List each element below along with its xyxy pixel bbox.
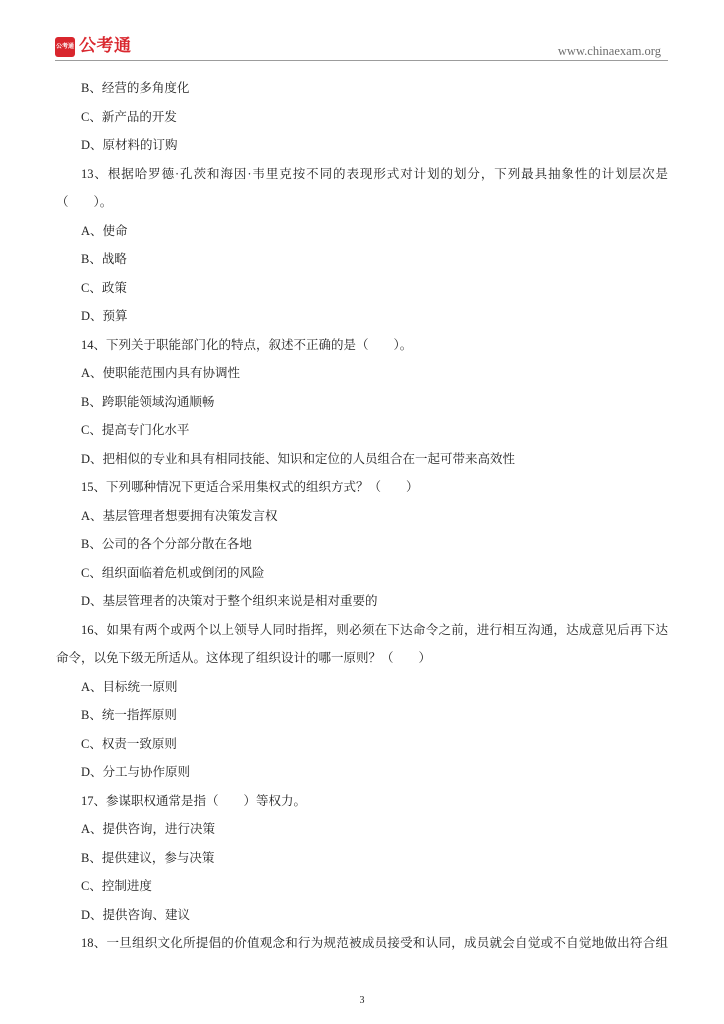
option-d: D、原材料的订购 xyxy=(81,138,178,152)
previous-question-options xyxy=(56,74,668,160)
question-16 xyxy=(56,616,668,787)
page-number: 3 xyxy=(359,995,365,1006)
option-c: C、控制进度 xyxy=(81,879,152,893)
question-list xyxy=(56,74,668,958)
option-b: B、统一指挥原则 xyxy=(81,708,177,722)
option-c: C、新产品的开发 xyxy=(81,109,177,124)
header-divider xyxy=(55,60,668,61)
site-url: www.chinaexam.org xyxy=(557,44,661,58)
option-a: A、目标统一原则 xyxy=(81,679,178,694)
option-b: B、经营的多角度化 xyxy=(81,81,190,95)
question-stem: 15、下列哪种情况下更适合采用集权式的组织方式？（ ） xyxy=(81,480,419,494)
option-c: C、提高专门化水平 xyxy=(81,423,190,437)
option-b: B、跨职能领域沟通顺畅 xyxy=(81,394,215,409)
option-d: D、把相似的专业和具有相同技能、知识和定位的人员组合在一起可带来高效性 xyxy=(81,451,516,466)
question-13 xyxy=(56,160,668,331)
question-14 xyxy=(56,331,668,474)
option-b: B、公司的各个分部分散在各地 xyxy=(81,537,252,551)
option-a: A、使职能范围内具有协调性 xyxy=(81,366,241,380)
option-d: D、提供咨询、建议 xyxy=(81,907,191,922)
question-stem: 18、一旦组织文化所提倡的价值观念和行为规范被成员接受和认同，成员就会自觉或不自觉地做出符合组 xyxy=(81,936,668,950)
question-stem: 14、下列关于职能部门化的特点，叙述不正确的是（ ）。 xyxy=(81,337,413,352)
option-b: B、提供建议，参与决策 xyxy=(81,850,215,865)
option-c: C、政策 xyxy=(81,280,127,295)
question-stem: 17、参谋职权通常是指（ ）等权力。 xyxy=(81,793,307,808)
question-stem: 13、根据哈罗德·孔茨和海因·韦里克按不同的表现形式对计划的划分，下列最具抽象性的计划层次是 xyxy=(81,166,668,181)
option-d: D、基层管理者的决策对于整个组织来说是相对重要的 xyxy=(81,594,378,608)
logo-icon xyxy=(55,37,75,57)
question-15 xyxy=(56,473,668,616)
option-c: C、权责一致原则 xyxy=(81,736,177,751)
option-d: D、预算 xyxy=(81,309,128,323)
question-stem: 16、如果有两个或两个以上领导人同时指挥，则必须在下达命令之前，进行相互沟通，达成意见后再下达 xyxy=(81,622,668,637)
question-stem-continuation: （ ）。 xyxy=(56,195,113,209)
question-17 xyxy=(56,787,668,930)
option-c: C、组织面临着危机或倒闭的风险 xyxy=(81,565,265,580)
question-18 xyxy=(56,929,668,958)
logo-icon-text: 公考通 xyxy=(55,43,74,50)
option-d: D、分工与协作原则 xyxy=(81,765,191,779)
option-a: A、提供咨询，进行决策 xyxy=(81,822,216,836)
question-stem-continuation: 命令，以免下级无所适从。这体现了组织设计的哪一原则？（ ） xyxy=(56,651,432,665)
option-a: A、基层管理者想要拥有决策发言权 xyxy=(81,508,278,523)
option-b: B、战略 xyxy=(81,252,127,266)
logo-text: 公考通 xyxy=(79,36,132,56)
option-a: A、使命 xyxy=(81,223,128,238)
